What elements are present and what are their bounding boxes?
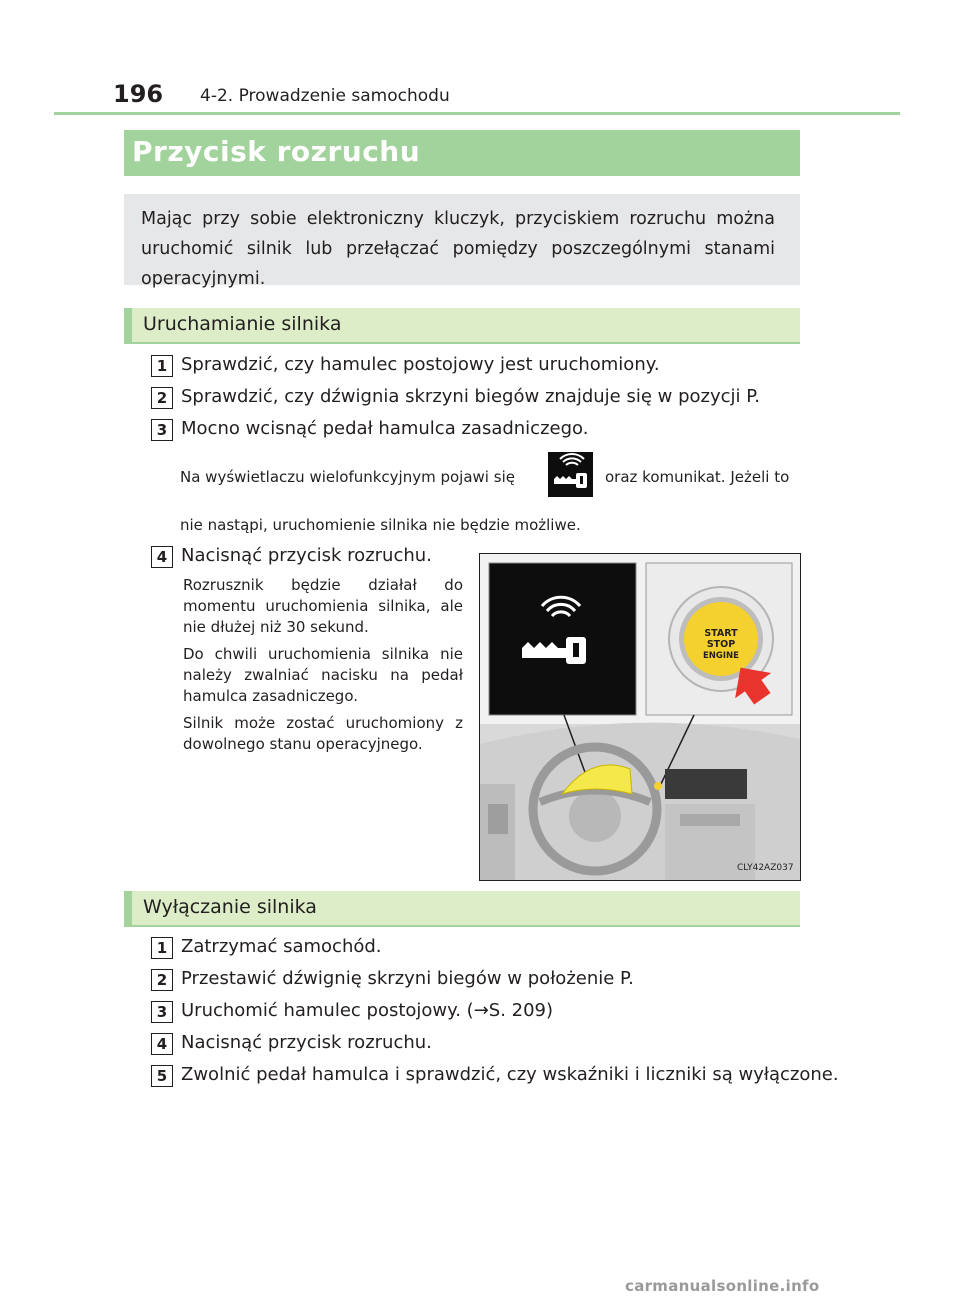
step-text: Zwolnić pedał hamulca i sprawdzić, czy wskaźniki i liczniki są wyłączone.	[181, 1064, 839, 1085]
section-heading: Wyłączanie silnika	[143, 896, 317, 918]
step-number: 3	[151, 1001, 173, 1023]
step-number: 1	[151, 355, 173, 377]
intro-box	[124, 194, 800, 289]
step-text: Uruchomić hamulec postojowy. (→S. 209)	[181, 1000, 554, 1021]
step-text: Mocno wcisnąć pedał hamulca zasadniczego.	[181, 418, 589, 439]
step-text: Zatrzymać samochód.	[181, 936, 382, 957]
section-stop-engine	[124, 891, 800, 927]
start-label: START	[704, 628, 738, 639]
footer-watermark: carmanualsonline.info	[625, 1277, 820, 1295]
engine-label: ENGINE	[703, 651, 739, 661]
display-note-end: oraz komunikat. Jeżeli to	[605, 468, 790, 486]
step-number: 5	[151, 1065, 173, 1087]
step-text: Przestawić dźwignię skrzyni biegów w położenie P.	[181, 968, 634, 989]
section-start-engine	[124, 308, 800, 344]
page-title: Przycisk rozruchu	[132, 135, 421, 168]
display-note-line2: nie nastąpi, uruchomienie silnika nie będzie możliwe.	[180, 516, 581, 534]
step4-note: Rozrusznik będzie działał do momentu uruchomienia silnika, ale nie dłużej niż 30 sekund.	[183, 576, 463, 636]
step-number: 4	[151, 1033, 173, 1055]
header-rule	[54, 112, 900, 115]
chapter-title: 4-2. Prowadzenie samochodu	[200, 86, 450, 106]
step4-note: Do chwili uruchomienia silnika nie należy zwalniać nacisku na pedał hamulca zasadniczego.	[183, 645, 463, 705]
step4-note: Silnik może zostać uruchomiony z dowolnego stanu operacyjnego.	[183, 714, 463, 753]
step-number: 4	[151, 546, 173, 568]
step-text: Sprawdzić, czy hamulec postojowy jest uruchomiony.	[181, 354, 660, 375]
stop-label: STOP	[706, 639, 736, 650]
step-text: Nacisnąć przycisk rozruchu.	[181, 545, 432, 566]
display-note: Na wyświetlaczu wielofunkcyjnym pojawi się	[180, 468, 515, 486]
step-text: Sprawdzić, czy dźwignia skrzyni biegów znajduje się w pozycji P.	[181, 386, 761, 407]
step-number: 2	[151, 969, 173, 991]
section-heading: Uruchamianie silnika	[143, 313, 342, 335]
step-text: Nacisnąć przycisk rozruchu.	[181, 1032, 432, 1053]
step-number: 1	[151, 937, 173, 959]
step-number: 3	[151, 419, 173, 441]
key-indicator-icon	[548, 452, 593, 497]
illustration	[479, 553, 801, 881]
illustration-code: CLY42AZ037	[737, 863, 794, 873]
step-number: 2	[151, 387, 173, 409]
title-bar	[124, 130, 800, 176]
page-number: 196	[113, 80, 164, 108]
intro-text: Mając przy sobie elektroniczny kluczyk, przyciskiem rozruchu można uruchomić silnik lub przełączać pomiędzy poszczególnymi stanami operacyjnymi.	[141, 209, 775, 289]
